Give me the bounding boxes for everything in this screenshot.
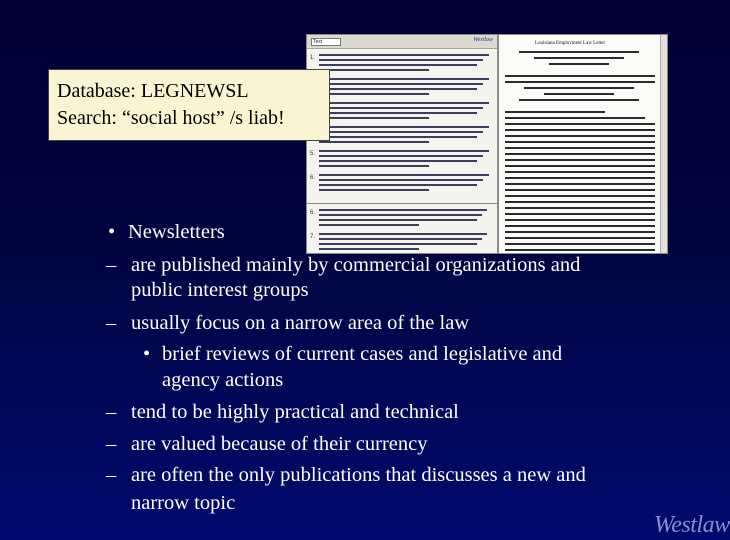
- text-line: [319, 238, 482, 240]
- text-line: [319, 131, 483, 133]
- document-pane: [498, 34, 668, 254]
- doc-text-line: [505, 129, 655, 131]
- text-line: [319, 165, 429, 167]
- text-line: [319, 59, 483, 61]
- result-entry[interactable]: [310, 123, 492, 145]
- text-line: [319, 54, 489, 56]
- doc-text-line: [505, 165, 655, 167]
- doc-text-line: [505, 123, 655, 125]
- doc-text-line: [505, 171, 655, 173]
- doc-text-line: [544, 93, 614, 95]
- text-line: [319, 189, 429, 191]
- text-line: [319, 117, 429, 119]
- result-entry[interactable]: [310, 99, 492, 121]
- doc-text-line: [505, 141, 655, 143]
- text-line: [319, 64, 477, 66]
- dash-marker: –: [106, 433, 117, 455]
- text-line: [319, 233, 487, 235]
- text-line: [319, 112, 477, 114]
- doc-text-line: [524, 87, 634, 89]
- text-line: [319, 174, 489, 176]
- subitem-practical: tend to be highly practical and technical: [131, 401, 459, 423]
- database-label: Database: LEGNEWSL: [57, 80, 249, 102]
- text-line: [319, 136, 477, 138]
- text-line: [319, 126, 489, 128]
- subitem-published-cont: public interest groups: [131, 279, 309, 301]
- text-line: [319, 150, 489, 152]
- doc-text-line: [505, 117, 645, 119]
- subitem-currency: are valued because of their currency: [131, 433, 428, 455]
- text-line: [319, 243, 477, 245]
- text-select: Text: [311, 38, 341, 46]
- result-entry[interactable]: [310, 206, 492, 228]
- result-number: 6.: [310, 210, 316, 216]
- result-number: 5.: [310, 151, 316, 157]
- search-callout: [48, 69, 330, 141]
- text-line: [319, 78, 489, 80]
- doc-text-line: [505, 81, 655, 83]
- text-line: [319, 102, 489, 104]
- result-entry[interactable]: [310, 171, 492, 193]
- doc-text-line: [505, 195, 655, 197]
- result-number: 7.: [310, 234, 316, 240]
- doc-text-line: [505, 213, 655, 215]
- doc-text-line: [519, 99, 639, 101]
- result-number: 6.: [310, 175, 316, 181]
- doc-text-line: [505, 243, 655, 245]
- result-entry[interactable]: [310, 230, 492, 252]
- text-line: [319, 184, 477, 186]
- result-entry[interactable]: [310, 75, 492, 97]
- text-line: [319, 88, 477, 90]
- doc-text-line: [505, 183, 655, 185]
- text-line: [319, 83, 483, 85]
- westlaw-logo: Westlaw: [654, 512, 730, 538]
- text-line: [319, 214, 482, 216]
- doc-text-line: [505, 111, 605, 113]
- screenshot-toolbar: [307, 35, 497, 49]
- subitem-narrow-area: usually focus on a narrow area of the law: [131, 312, 470, 334]
- result-list-lower: [306, 204, 498, 254]
- subitem-only-publications-cont: narrow topic: [131, 492, 236, 514]
- screenshot-logo: Westlaw: [473, 37, 493, 43]
- doc-text-line: [505, 135, 655, 137]
- doc-text-line: [505, 189, 655, 191]
- text-line: [319, 141, 429, 143]
- subitem-only-publications: are often the only publications that discusses a new and: [131, 464, 586, 486]
- doc-text-line: [505, 159, 655, 161]
- doc-heading: Louisiana Employment Law Letter: [535, 41, 606, 46]
- dash-marker: –: [106, 254, 117, 276]
- doc-text-line: [505, 177, 655, 179]
- text-line: [319, 160, 477, 162]
- text-line: [319, 209, 487, 211]
- embedded-screenshot: [306, 34, 498, 204]
- doc-scrollbar: [660, 35, 667, 253]
- subsubitem-reviews: brief reviews of current cases and legislative and: [162, 343, 563, 365]
- doc-text-line: [549, 63, 609, 65]
- doc-text-line: [505, 147, 655, 149]
- text-line: [319, 224, 419, 226]
- result-number: 1.: [310, 55, 316, 61]
- doc-text-line: [519, 51, 639, 53]
- doc-text-line: [505, 201, 655, 203]
- result-entry[interactable]: [310, 147, 492, 169]
- dash-marker: –: [106, 464, 117, 486]
- text-line: [319, 155, 483, 157]
- doc-text-line: [505, 225, 655, 227]
- text-line: [319, 93, 429, 95]
- doc-text-line: [505, 219, 655, 221]
- doc-text-line: [534, 57, 624, 59]
- text-line: [319, 69, 429, 71]
- text-line: [319, 248, 419, 250]
- result-entry[interactable]: [310, 51, 492, 73]
- bullet-newsletters: Newsletters: [128, 221, 225, 243]
- doc-text-line: [505, 237, 655, 239]
- dash-marker: –: [106, 312, 117, 334]
- doc-text-line: [505, 231, 655, 233]
- text-line: [319, 219, 477, 221]
- doc-text-line: [505, 207, 655, 209]
- text-line: [319, 179, 483, 181]
- text-line: [319, 107, 483, 109]
- dash-marker: –: [106, 401, 117, 423]
- bullet-dot-sub: •: [143, 343, 151, 365]
- result-list-pane: [307, 35, 497, 203]
- subsubitem-reviews-cont: agency actions: [162, 369, 284, 391]
- doc-text-line: [505, 153, 655, 155]
- subitem-published: are published mainly by commercial organizations and: [131, 254, 581, 276]
- bullet-dot: •: [108, 221, 116, 243]
- search-label: Search: “social host” /s liab!: [57, 107, 285, 129]
- doc-text-line: [505, 75, 655, 77]
